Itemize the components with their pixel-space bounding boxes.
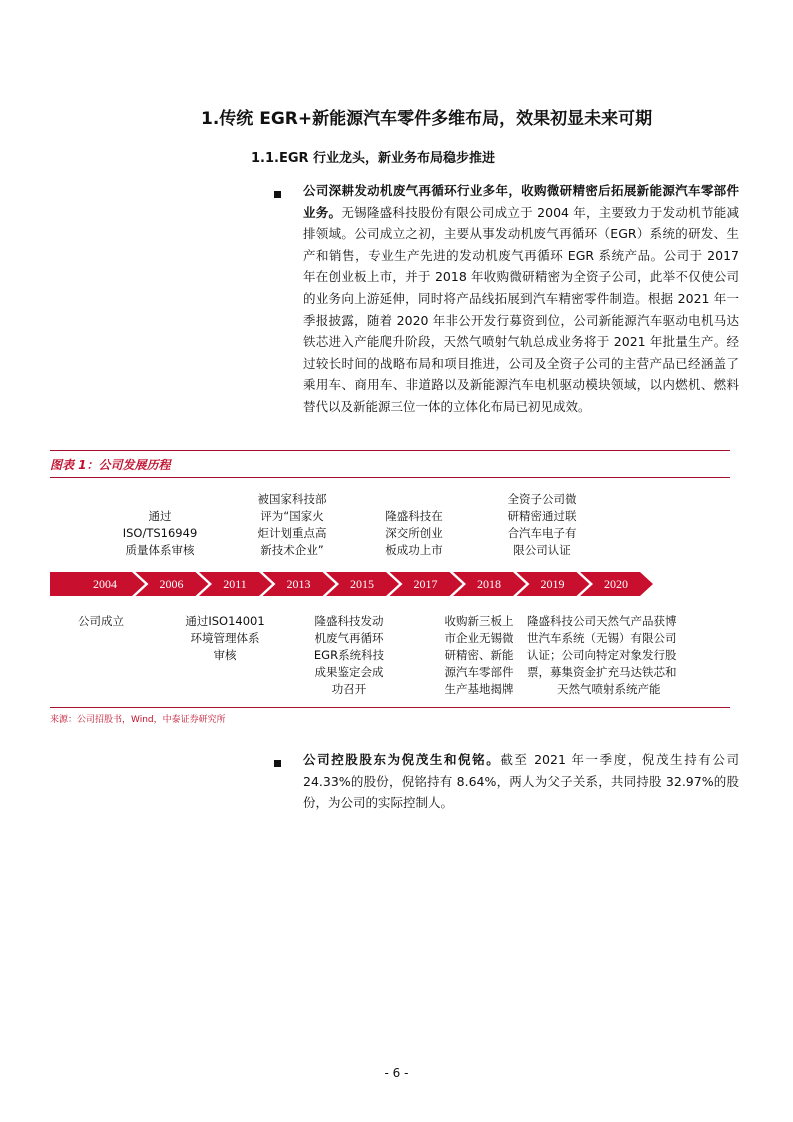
timeline-year-2006: 2006: [159, 577, 184, 591]
bullet-square-icon: [274, 191, 281, 198]
timeline-event-2011: 通过ISO14001 环境管理体系 审核: [185, 614, 265, 662]
timeline-year-2004: 2004: [93, 577, 117, 591]
timeline-year-2017: 2017: [413, 577, 438, 591]
subsection-heading: 1.1.EGR 行业龙头，新业务布局稳步推进: [251, 151, 496, 166]
figure-title-rule: [50, 477, 730, 478]
paragraph-shareholders: [303, 749, 739, 814]
figure-source: 来源：公司招股书，Wind，中泰证券研究所: [50, 715, 226, 725]
timeline-year-2015: 2015: [350, 577, 374, 591]
timeline-event-2020: 隆盛科技公司天然气产品获博 世汽车系统（无锡）有限公司 认证；公司向特定对象发行股 票，募集资金扩充马达铁芯和 天然气喷射系统产能: [527, 614, 677, 696]
timeline-event-2004: 公司成立: [78, 614, 124, 628]
figure-top-rule: [50, 450, 730, 451]
paragraph-company-profile: [303, 180, 739, 418]
paragraph-lead: 公司控股股东为倪茂生和倪铭。: [303, 752, 501, 767]
paragraph-body: 无锡隆盛科技股份有限公司成立于 2004 年，主要致力于发动机节能减排领域。公司成立之初，主要从事发动机废气再循环（EGR）系统的研发、生产和销售，专业生产先进的发动机废气再循环 EGR 系统产品。公司于 2017 年在创业板上市，并于 2018 年收购微研精密为全资子公司，此举不仅使公司的业务向上游延伸，同时将产品线拓展到汽车精密零件制造。根据 2021 年一季报披露，随着 2020 年非公开发行募资到位，公司新能源汽车驱动电机马达铁芯进入产能爬升阶段，天然气喷射气轨总成业务将于 2021 年批量生产。经过较长时间的战略布局和项目推进，公司及全资子公司的主营产品已经涵盖了乘用车、商用车、非道路以及新能源汽车电机驱动模块领域，以内燃机、燃料替代以及新能源三位一体的立体化布局已初见成效。: [303, 204, 739, 414]
bullet-square-icon: [274, 760, 281, 767]
timeline-year-2011: 2011: [223, 577, 247, 591]
timeline-lead-bar: [50, 572, 72, 596]
timeline-year-2020: 2020: [604, 577, 628, 591]
timeline-event-2018: 收购新三板上 市企业无锡微 研精密、新能 源汽车零部件 生产基地揭牌: [444, 614, 514, 696]
timeline-event-2006: 通过 ISO/TS16949 质量体系审核: [122, 509, 198, 557]
timeline-event-2013: 被国家科技部 评为“国家火 炬计划重点高 新技术企业”: [257, 492, 327, 557]
timeline-year-2013: 2013: [286, 577, 311, 591]
section-heading: 1.传统 EGR+新能源汽车零件多维布局，效果初显未来可期: [201, 109, 653, 129]
timeline-event-2019: 全资子公司微 研精密通过联 合汽车电子有 限公司认证: [507, 492, 577, 557]
timeline-event-2015: 隆盛科技发动 机废气再循环 EGR系统科技 成果鉴定会成 功召开: [313, 614, 385, 696]
figure-bottom-rule: [50, 707, 730, 708]
timeline-year-2019: 2019: [540, 577, 565, 591]
paragraph-lead: 公司深耕发动机废气再循环行业多年，收购微研精密后拓展新能源汽车零部件业务。: [303, 183, 739, 220]
timeline-arrows: [50, 568, 690, 600]
timeline-year-2018: 2018: [477, 577, 501, 591]
timeline-event-2017: 隆盛科技在 深交所创业 板成功上市: [385, 509, 443, 557]
page-number: - 6 -: [384, 1066, 409, 1080]
figure-title: 图表 1：公司发展历程: [50, 458, 171, 472]
paragraph-body: 截至 2021 年一季度，倪茂生持有公司 24.33%的股份，倪铭持有 8.64%，两人为父子关系，共同持股 32.97%的股份，为公司的实际控制人。: [303, 752, 739, 811]
